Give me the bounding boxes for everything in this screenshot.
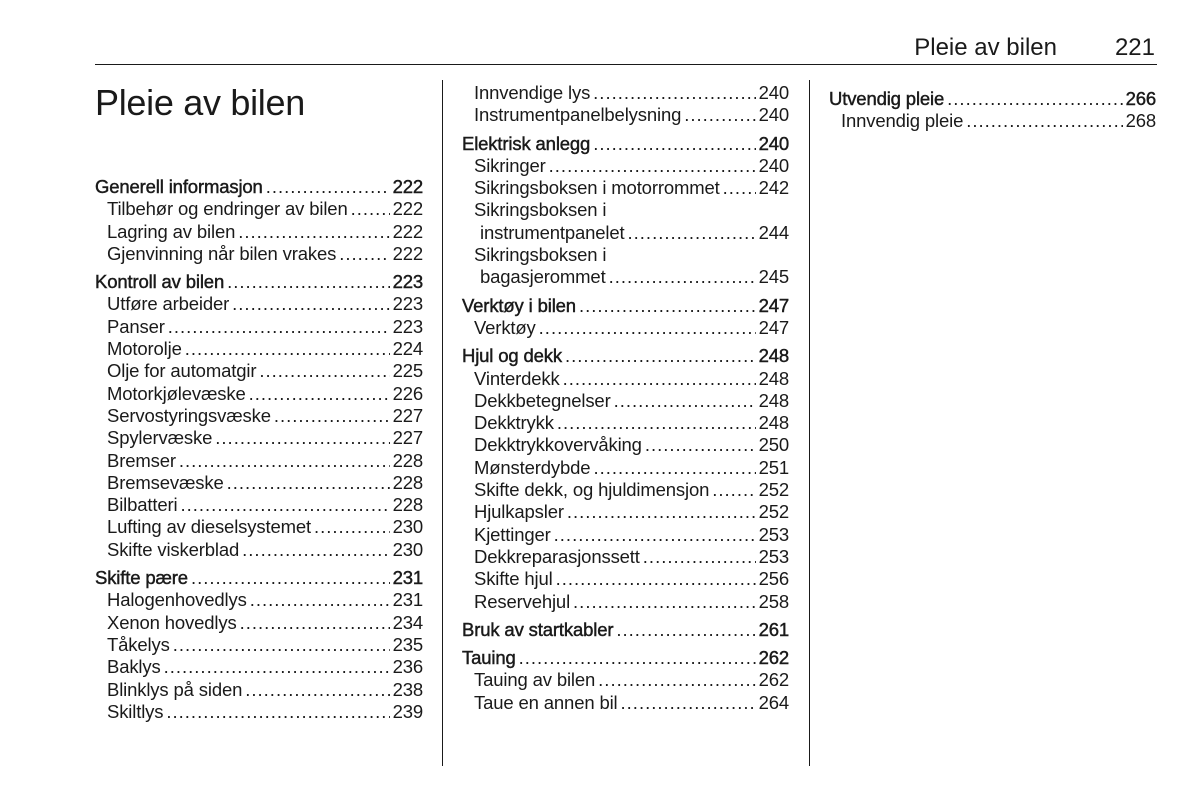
toc-entry-label: Blinklys på siden [107, 678, 243, 700]
dot-leader [563, 368, 756, 390]
toc-entry-label: Skifte hjul [474, 568, 553, 590]
toc-section-heading[interactable] [462, 133, 789, 155]
toc-entry[interactable] [95, 634, 423, 656]
toc-entry-label: Gjenvinning når bilen vrakes [107, 242, 337, 264]
toc-entry[interactable] [95, 293, 423, 315]
toc-entry-page: 266 [1125, 88, 1156, 109]
toc-section-heading[interactable] [462, 295, 789, 317]
toc-entry-label: Tilbehør og endringer av bilen [107, 198, 348, 220]
dot-leader [179, 450, 390, 472]
dot-leader [579, 295, 756, 317]
toc-section [95, 567, 423, 723]
toc-entry-page: 225 [392, 360, 423, 382]
dot-leader [314, 516, 390, 538]
dot-leader [598, 669, 755, 691]
toc-entry-page: 240 [758, 82, 789, 103]
dot-leader [173, 634, 390, 656]
toc-entry-label: Panser [107, 315, 165, 337]
toc-entry-page: 227 [392, 404, 423, 426]
dot-leader [593, 457, 755, 479]
toc-entry[interactable] [95, 701, 423, 723]
toc-entry[interactable] [462, 434, 789, 456]
page-header [95, 30, 1157, 65]
dot-leader [232, 293, 389, 315]
toc-entry-label: Dekkbetegnelser [474, 389, 611, 411]
toc-section-heading[interactable] [95, 271, 423, 293]
toc-entry-page: 240 [758, 132, 789, 154]
toc-entry[interactable] [462, 266, 789, 288]
toc-section [95, 271, 423, 561]
dot-leader [227, 472, 390, 494]
toc-entry[interactable] [462, 524, 789, 546]
toc-entry-page: 252 [758, 501, 789, 523]
toc-section [462, 647, 789, 714]
toc-entry-page: 231 [392, 589, 423, 611]
toc-entry[interactable] [95, 472, 423, 494]
toc-entry-page: 222 [392, 242, 423, 264]
column-divider [442, 80, 443, 766]
toc-entry[interactable] [95, 198, 423, 220]
toc-entry-page: 227 [392, 427, 423, 449]
toc-section-heading[interactable] [462, 647, 789, 669]
toc-entry-label: Xenon hovedlys [107, 611, 237, 633]
toc-entry-label: Mønsterdybde [474, 456, 591, 478]
toc-entry[interactable] [95, 494, 423, 516]
toc-entry-page: 228 [392, 471, 423, 493]
toc-entry-page: 223 [392, 315, 423, 337]
toc-section [95, 176, 423, 265]
toc-section [462, 295, 789, 340]
dot-leader [240, 612, 390, 634]
toc-entry-page: 262 [758, 647, 789, 669]
toc-entry-label: Kjettinger [474, 523, 551, 545]
toc-entry-label: Sikringsboksen i motorrommet [474, 177, 720, 199]
toc-entry-page: 248 [758, 367, 789, 389]
toc-section [462, 82, 789, 127]
toc-entry-page: 250 [758, 434, 789, 456]
toc-entry-page: 247 [758, 294, 789, 316]
dot-leader [539, 317, 756, 339]
toc-section-heading[interactable] [95, 567, 423, 589]
toc-entry-label: Kontroll av bilen [95, 271, 225, 293]
toc-entry[interactable] [462, 457, 789, 479]
toc-entry[interactable] [462, 177, 789, 199]
dot-leader [614, 390, 756, 412]
toc-section [462, 345, 789, 613]
toc-entry-label: Skifte dekk, og hjuldimensjon [474, 479, 710, 501]
toc-entry-label: Utføre arbeider [107, 293, 230, 315]
toc-entry-page: 223 [392, 271, 423, 293]
dot-leader [215, 427, 389, 449]
toc-entry-label: Verktøy [474, 316, 536, 338]
dot-leader [628, 222, 756, 244]
toc-entry-page: 228 [392, 494, 423, 516]
dot-leader [274, 405, 390, 427]
toc-section [829, 88, 1156, 133]
toc-entry-label: Skifte viskerblad [107, 538, 240, 560]
dot-leader [593, 133, 755, 155]
dot-leader [519, 647, 756, 669]
page-number: 221 [1114, 34, 1155, 61]
dot-leader [191, 567, 390, 589]
dot-leader [567, 501, 756, 523]
toc-entry-page: 234 [392, 611, 423, 633]
toc-entry-label: Sikringsboksen i [474, 244, 607, 266]
toc-entry-page: 240 [758, 104, 789, 126]
toc-entry-label: Hjulkapsler [474, 501, 564, 523]
toc-entry-page: 258 [758, 590, 789, 612]
toc-entry[interactable] [95, 243, 423, 265]
dot-leader [966, 110, 1122, 132]
toc-entry[interactable] [95, 427, 423, 449]
toc-entry[interactable] [462, 390, 789, 412]
toc-entry[interactable] [462, 692, 789, 714]
dot-leader [643, 546, 756, 568]
toc-entry-label: Sikringsboksen i [474, 199, 607, 221]
toc-entry-page: 245 [758, 266, 789, 288]
dot-leader [339, 243, 389, 265]
toc-entry-label: Lufting av dieselsystemet [107, 516, 311, 538]
toc-entry[interactable] [95, 539, 423, 561]
toc-entry[interactable] [829, 110, 1156, 132]
dot-leader [164, 656, 390, 678]
toc-entry-label: Baklys [107, 656, 161, 678]
toc-entry-page: 226 [392, 382, 423, 404]
toc-entry-page: 256 [758, 568, 789, 590]
toc-entry-page: 238 [392, 678, 423, 700]
toc-entry[interactable] [462, 368, 789, 390]
dot-leader [185, 338, 390, 360]
toc-entry-page: 239 [392, 700, 423, 722]
toc-entry[interactable] [462, 479, 789, 501]
toc-entry-page: 251 [758, 456, 789, 478]
toc-entry[interactable] [95, 450, 423, 472]
dot-leader [556, 568, 756, 590]
toc-entry[interactable] [95, 589, 423, 611]
toc-entry-page: 231 [392, 567, 423, 589]
toc-entry-page: 230 [392, 538, 423, 560]
toc-entry[interactable] [95, 360, 423, 382]
toc-entry[interactable] [462, 591, 789, 613]
toc-entry-label: Tauing av bilen [474, 669, 596, 691]
toc-entry-label: Elektrisk anlegg [462, 132, 591, 154]
toc-entry-label: Bilbatteri [107, 494, 178, 516]
toc-entry-label: Halogenhovedlys [107, 589, 247, 611]
dot-leader [609, 266, 756, 288]
toc-entry[interactable] [95, 316, 423, 338]
dot-leader [554, 524, 756, 546]
toc-entry[interactable] [95, 612, 423, 634]
dot-leader [259, 360, 389, 382]
toc-entry[interactable] [95, 383, 423, 405]
dot-leader [723, 177, 756, 199]
toc-entry-page: 264 [758, 691, 789, 713]
toc-entry-label: Bruk av startkabler [462, 618, 614, 640]
dot-leader [238, 221, 389, 243]
toc-entry-page: 268 [1125, 110, 1156, 132]
toc-entry-page: 224 [392, 338, 423, 360]
toc-entry-label: Olje for automatgir [107, 360, 257, 382]
toc-entry-page: 253 [758, 545, 789, 567]
toc-entry[interactable] [462, 669, 789, 691]
toc-entry-label: Innvendig pleie [841, 110, 964, 132]
toc-entry-page: 222 [392, 198, 423, 220]
toc-entry[interactable] [462, 82, 789, 104]
toc-entry-page: 242 [758, 177, 789, 199]
dot-leader [712, 479, 755, 501]
toc-entry-label: Dekktrykk [474, 412, 554, 434]
toc-entry-label: Dekktrykkovervåking [474, 434, 642, 456]
toc-entry-label: Bremser [107, 449, 176, 471]
toc-entry-label: Bremsevæske [107, 471, 224, 493]
toc-entry-label: Spylervæske [107, 427, 213, 449]
toc-entry-page: 261 [758, 618, 789, 640]
toc-entry-label: Servostyringsvæske [107, 404, 271, 426]
dot-leader [565, 345, 756, 367]
toc-entry-page: 228 [392, 449, 423, 471]
toc-entry-page: 248 [758, 345, 789, 367]
toc-entry-label: bagasjerommet [480, 266, 606, 288]
toc-entry-page: 248 [758, 412, 789, 434]
dot-leader [684, 104, 755, 126]
toc-entry-page: 240 [758, 154, 789, 176]
toc-entry-label: Motorkjølevæske [107, 382, 246, 404]
toc-entry-page: 253 [758, 523, 789, 545]
dot-leader [227, 271, 389, 293]
toc-entry-label: Lagring av bilen [107, 220, 236, 242]
toc-entry[interactable] [462, 317, 789, 339]
dot-leader [557, 412, 756, 434]
toc-entry-label: Utvendig pleie [829, 88, 945, 109]
toc-entry-label: Instrumentpanelbelysning [474, 104, 682, 126]
dot-leader [351, 198, 390, 220]
toc-entry-page: 262 [758, 669, 789, 691]
toc-entry-page: 222 [392, 176, 423, 197]
dot-leader [549, 155, 756, 177]
toc-section-heading[interactable] [95, 176, 423, 198]
toc-entry-label-line [462, 244, 789, 266]
toc-entry[interactable] [95, 679, 423, 701]
toc-entry-page: 247 [758, 316, 789, 338]
dot-leader [250, 589, 390, 611]
toc-entry-label: instrumentpanelet [480, 221, 625, 243]
toc-entry-page: 252 [758, 479, 789, 501]
dot-leader [593, 82, 755, 104]
toc-entry[interactable] [95, 221, 423, 243]
toc-entry-label: Reservehjul [474, 590, 571, 612]
toc-entry-label: Generell informasjon [95, 176, 263, 197]
running-header-title: Pleie av bilen [914, 34, 1057, 61]
toc-entry-label-line [462, 199, 789, 221]
toc-entry[interactable] [462, 568, 789, 590]
toc-entry-page: 230 [392, 516, 423, 538]
dot-leader [242, 539, 389, 561]
toc-entry-label: Tåkelys [107, 633, 170, 655]
toc-entry[interactable] [462, 222, 789, 244]
toc-entry-label: Vinterdekk [474, 367, 560, 389]
chapter-title: Pleie av bilen [95, 82, 305, 123]
dot-leader [266, 176, 390, 198]
toc-entry[interactable] [462, 546, 789, 568]
toc-entry[interactable] [95, 656, 423, 678]
toc-entry[interactable] [95, 338, 423, 360]
dot-leader [166, 701, 389, 723]
toc-section [462, 133, 789, 289]
toc-column-3 [829, 88, 1156, 139]
dot-leader [616, 619, 755, 641]
toc-entry-page: 223 [392, 293, 423, 315]
toc-column-2 [462, 82, 789, 720]
toc-section [462, 619, 789, 641]
toc-entry[interactable] [462, 104, 789, 126]
toc-entry[interactable] [462, 501, 789, 523]
dot-leader [180, 494, 389, 516]
toc-entry-page: 236 [392, 656, 423, 678]
dot-leader [249, 383, 390, 405]
toc-entry[interactable] [95, 516, 423, 538]
dot-leader [168, 316, 390, 338]
toc-entry-page: 222 [392, 220, 423, 242]
toc-entry-label: Tauing [462, 647, 516, 669]
toc-entry-page: 235 [392, 633, 423, 655]
toc-entry-page: 244 [758, 221, 789, 243]
dot-leader [645, 434, 756, 456]
dot-leader [573, 591, 756, 613]
toc-entry-label: Hjul og dekk [462, 345, 563, 367]
dot-leader [245, 679, 389, 701]
toc-entry-label: Sikringer [474, 154, 546, 176]
toc-entry-label: Skiltlys [107, 700, 164, 722]
toc-entry-label: Dekkreparasjonssett [474, 545, 640, 567]
toc-entry-label: Motorolje [107, 338, 182, 360]
toc-entry[interactable] [95, 405, 423, 427]
toc-entry-label: Taue en annen bil [474, 691, 618, 713]
toc-column-1 [95, 176, 423, 729]
toc-entry-label: Innvendige lys [474, 82, 591, 103]
column-divider [809, 80, 810, 766]
toc-entry-page: 248 [758, 389, 789, 411]
dot-leader [621, 692, 756, 714]
toc-entry[interactable] [462, 412, 789, 434]
toc-entry[interactable] [462, 155, 789, 177]
toc-section-heading[interactable] [829, 88, 1156, 110]
toc-entry-label: Skifte pære [95, 567, 188, 589]
toc-entry-label: Verktøy i bilen [462, 294, 576, 316]
toc-section-heading[interactable] [462, 345, 789, 367]
toc-section-heading[interactable] [462, 619, 789, 641]
dot-leader [947, 88, 1122, 110]
